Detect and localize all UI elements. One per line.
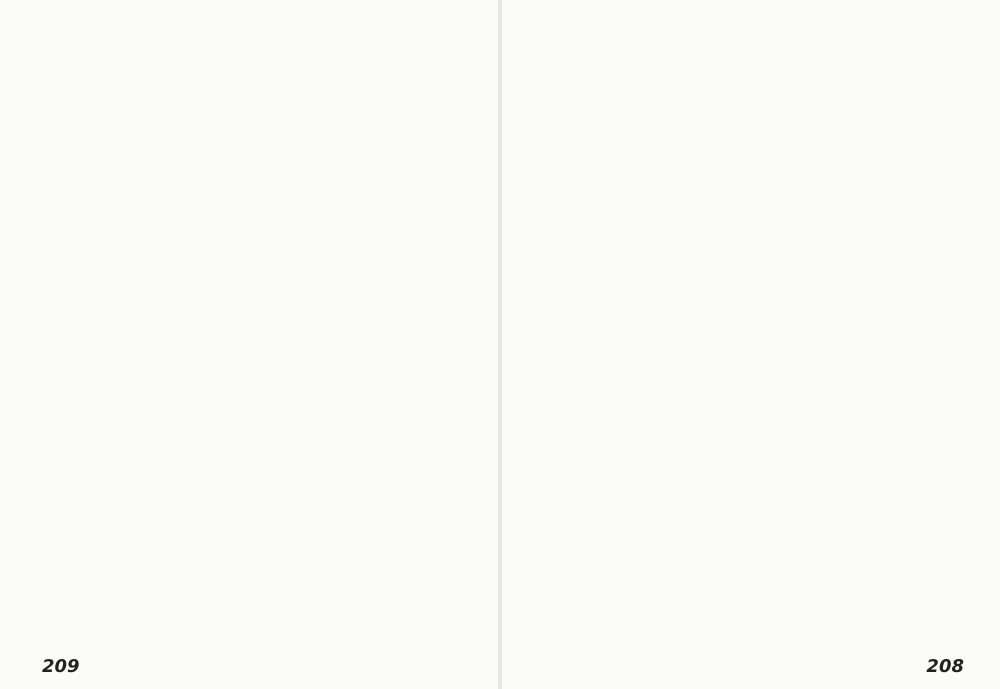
right-page [500,0,1000,689]
left-page-number: 209 [42,656,80,677]
left-page-columns [28,12,480,636]
right-page-columns [520,12,976,636]
left-page-text-block [28,12,480,636]
right-page-text-block [520,12,976,636]
right-page-number: 208 [926,656,964,677]
